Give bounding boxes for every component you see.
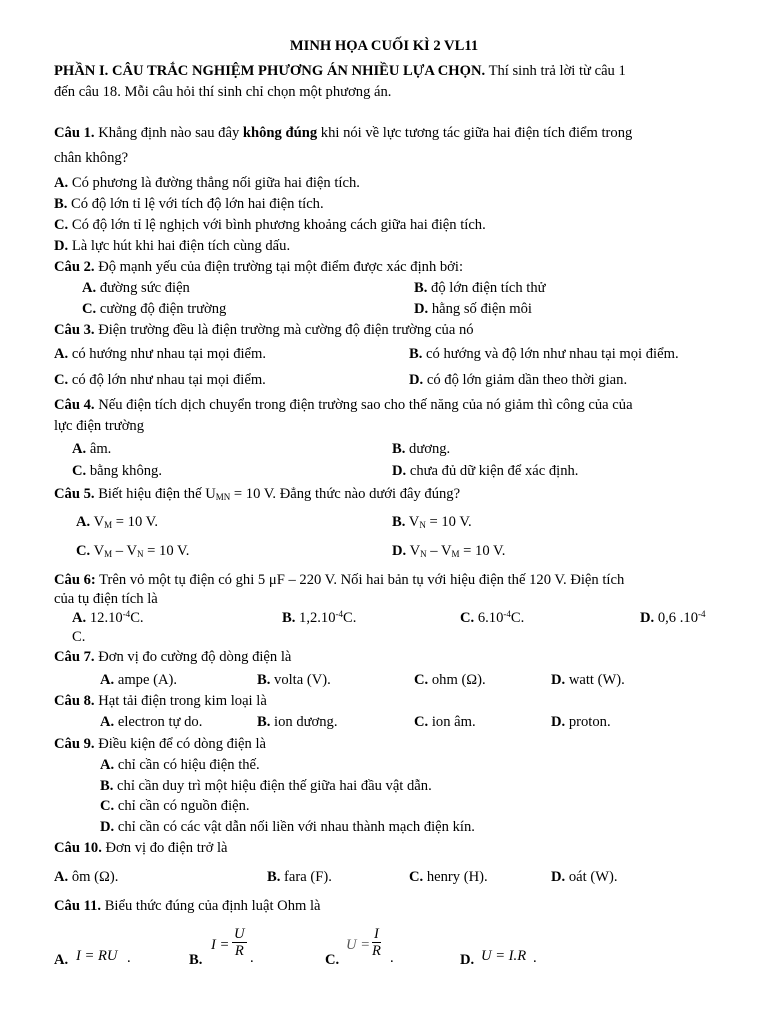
q5-option-c bbox=[76, 543, 189, 560]
letter: D. bbox=[551, 714, 566, 730]
q1-pre: Khẳng định nào sau đây bbox=[94, 125, 243, 141]
option-sub: N bbox=[420, 549, 427, 559]
option-sup: -4 bbox=[335, 609, 344, 619]
denominator: R bbox=[372, 943, 381, 959]
q5-label: Câu 5. bbox=[54, 486, 95, 502]
q3-option-a bbox=[54, 346, 266, 363]
q2-text: Độ mạnh yếu của điện trường tại một điểm được xác định bởi: bbox=[94, 259, 464, 275]
q10-option-a bbox=[54, 869, 118, 886]
q7-option-a bbox=[100, 672, 177, 689]
option-text: = 10 V. bbox=[143, 543, 190, 559]
q8-option-a bbox=[100, 714, 202, 731]
q10-text: Đơn vị đo điện trở là bbox=[101, 840, 228, 856]
q8-option-c bbox=[414, 714, 476, 731]
letter: D. bbox=[414, 301, 429, 317]
letter: C. bbox=[54, 217, 69, 233]
letter: B. bbox=[267, 869, 281, 885]
letter: B. bbox=[409, 346, 423, 362]
letter: C. bbox=[414, 714, 429, 730]
option-text: có độ lớn giảm dần theo thời gian. bbox=[423, 372, 628, 388]
option-text: = 10 V. bbox=[112, 514, 158, 530]
q3-option-b bbox=[409, 346, 679, 363]
q4-text: Nếu điện tích dịch chuyển trong điện trường sao cho thế năng của nó giảm thì công của của bbox=[94, 397, 633, 413]
q1-label: Câu 1. bbox=[54, 125, 95, 141]
option-text: chỉ cần có các vật dẫn nối liền với nhau thành mạch điện kín. bbox=[114, 819, 475, 835]
q7-option-b bbox=[257, 672, 331, 689]
letter: C. bbox=[82, 301, 97, 317]
letter: B. bbox=[257, 714, 271, 730]
q11-option-c-fraction bbox=[372, 926, 381, 959]
q5-option-b bbox=[392, 514, 472, 531]
letter: B. bbox=[282, 610, 296, 626]
q8-label: Câu 8. bbox=[54, 693, 95, 709]
letter: A. bbox=[100, 757, 115, 773]
option-text: dương. bbox=[405, 441, 451, 457]
letter: C. bbox=[414, 672, 429, 688]
letter: D. bbox=[551, 672, 566, 688]
q6-option-b bbox=[282, 610, 356, 627]
q11-dot-b: . bbox=[250, 950, 254, 966]
letter: C. bbox=[100, 798, 115, 814]
letter: D. bbox=[100, 819, 115, 835]
q11-dot-d: . bbox=[533, 950, 537, 966]
letter: B. bbox=[257, 672, 271, 688]
option-text: có hướng như nhau tại mọi điểm. bbox=[68, 346, 267, 362]
option-text: V bbox=[405, 514, 420, 530]
q11-dot-a: . bbox=[127, 950, 131, 966]
q8-option-d bbox=[551, 714, 611, 731]
option-text: Có phương là đường thẳng nối giữa hai điện tích. bbox=[71, 175, 360, 191]
q8-text: Hạt tải điện trong kim loại là bbox=[94, 693, 267, 709]
option-text: = 10 V. bbox=[459, 543, 506, 559]
option-sup: -4 bbox=[697, 609, 706, 619]
q6-text: Trên vỏ một tụ điện có ghi 5 μF – 220 V. Nối hai bản tụ với hiệu điện thế 120 V. Điện tích bbox=[95, 572, 625, 588]
q5-text2: = 10 V. Đẳng thức nào dưới đây đúng? bbox=[230, 486, 461, 502]
q3-option-c bbox=[54, 372, 266, 389]
option-sub: M bbox=[104, 520, 113, 530]
q6-stem-2: của tụ điện tích là bbox=[54, 591, 158, 607]
option-text: chỉ cần có hiệu điện thế. bbox=[114, 757, 260, 773]
q5-stem bbox=[54, 486, 460, 503]
q7-label: Câu 7. bbox=[54, 649, 95, 665]
option-text: ampe (A). bbox=[114, 672, 178, 688]
denominator: R bbox=[234, 943, 244, 959]
option-text: V bbox=[406, 543, 421, 559]
letter: B. bbox=[100, 778, 114, 794]
option-unit: C. bbox=[343, 610, 357, 626]
q4-option-a bbox=[72, 441, 111, 458]
q9-stem bbox=[54, 736, 266, 753]
q6-option-d-unit: C. bbox=[72, 629, 86, 645]
q9-option-c bbox=[100, 798, 250, 815]
option-text: ôm (Ω). bbox=[68, 869, 119, 885]
q10-option-d bbox=[551, 869, 617, 886]
part-heading: PHẦN I. CÂU TRẮC NGHIỆM PHƯƠNG ÁN NHIỀU LỰA CHỌN. bbox=[54, 63, 486, 79]
q11-option-b-lhs: I = bbox=[211, 937, 230, 953]
option-text: chưa đủ dữ kiện để xác định. bbox=[406, 463, 579, 479]
q4-option-d bbox=[392, 463, 578, 480]
q5-option-d bbox=[392, 543, 505, 560]
letter: D. bbox=[409, 372, 424, 388]
q3-option-d bbox=[409, 372, 627, 389]
option-text: 0,6 .10 bbox=[654, 610, 698, 626]
option-unit: C. bbox=[510, 610, 525, 626]
letter: D. bbox=[392, 543, 407, 559]
letter: A. bbox=[72, 610, 87, 626]
option-text: – V bbox=[112, 543, 138, 559]
option-text: Có độ lớn tỉ lệ với tích độ lớn hai điện tích. bbox=[71, 196, 324, 212]
q11-option-c-letter: C. bbox=[325, 952, 340, 968]
option-text: 1,2.10 bbox=[295, 610, 336, 626]
letter: A. bbox=[54, 346, 69, 362]
q5-sub: MN bbox=[215, 492, 231, 502]
q5-text: Biết hiệu điện thế U bbox=[94, 486, 216, 502]
q4-option-c bbox=[72, 463, 162, 480]
q11-option-a-letter: A. bbox=[54, 952, 69, 968]
option-text: độ lớn điện tích thử bbox=[427, 280, 546, 296]
letter: D. bbox=[54, 238, 69, 254]
letter: C. bbox=[54, 372, 69, 388]
q9-option-b bbox=[100, 778, 432, 795]
q10-stem bbox=[54, 840, 228, 857]
q9-option-d bbox=[100, 819, 475, 836]
q9-text: Điều kiện để có dòng điện là bbox=[94, 736, 266, 752]
q2-stem bbox=[54, 259, 463, 276]
q4-stem bbox=[54, 397, 633, 414]
option-text: hằng số điện môi bbox=[428, 301, 532, 317]
option-unit: C. bbox=[130, 610, 144, 626]
option-sub: N bbox=[137, 549, 144, 559]
q6-option-c bbox=[460, 610, 524, 627]
letter: C. bbox=[460, 610, 475, 626]
q11-option-b-letter: B. bbox=[189, 952, 203, 968]
option-text: electron tự do. bbox=[114, 714, 203, 730]
option-text: V bbox=[90, 514, 105, 530]
q6-option-a bbox=[72, 610, 144, 627]
letter: B. bbox=[414, 280, 428, 296]
letter: D. bbox=[392, 463, 407, 479]
q1-stem-2: chân không? bbox=[54, 150, 129, 166]
q11-option-d-formula: U = I.R bbox=[481, 948, 527, 964]
q11-label: Câu 11. bbox=[54, 898, 102, 914]
letter: A. bbox=[82, 280, 97, 296]
letter: D. bbox=[640, 610, 655, 626]
numerator: I bbox=[372, 926, 381, 943]
q1-option-b bbox=[54, 196, 324, 213]
q7-option-d bbox=[551, 672, 625, 689]
q6-stem bbox=[54, 572, 624, 589]
option-text: oát (W). bbox=[565, 869, 618, 885]
q11-option-d-letter: D. bbox=[460, 952, 475, 968]
q2-label: Câu 2. bbox=[54, 259, 95, 275]
option-text: ion âm. bbox=[428, 714, 476, 730]
letter: B. bbox=[392, 441, 406, 457]
q10-option-b bbox=[267, 869, 332, 886]
q7-option-c bbox=[414, 672, 486, 689]
q2-option-a bbox=[82, 280, 190, 297]
letter: A. bbox=[100, 714, 115, 730]
option-text: henry (H). bbox=[423, 869, 488, 885]
option-text: – V bbox=[426, 543, 452, 559]
q1-stem bbox=[54, 125, 632, 142]
q3-stem bbox=[54, 322, 474, 339]
q6-option-d bbox=[640, 610, 705, 627]
option-text: = 10 V. bbox=[425, 514, 472, 530]
option-text: bằng không. bbox=[86, 463, 163, 479]
option-text: đường sức điện bbox=[96, 280, 190, 296]
numerator: U bbox=[234, 926, 245, 942]
q8-stem bbox=[54, 693, 267, 710]
option-text: âm. bbox=[86, 441, 112, 457]
q10-label: Câu 10. bbox=[54, 840, 102, 856]
q11-option-a-formula: I = RU bbox=[76, 948, 118, 964]
q3-label: Câu 3. bbox=[54, 322, 95, 338]
option-text: 6.10 bbox=[474, 610, 504, 626]
q5-option-a bbox=[76, 514, 158, 531]
letter: C. bbox=[76, 543, 91, 559]
exam-title: MINH HỌA CUỐI KÌ 2 VL11 bbox=[289, 38, 479, 54]
option-sub: M bbox=[451, 549, 460, 559]
option-sup: -4 bbox=[122, 609, 131, 619]
option-text: watt (W). bbox=[565, 672, 625, 688]
q2-option-b bbox=[414, 280, 546, 297]
letter: B. bbox=[392, 514, 406, 530]
q4-stem-2: lực điện trường bbox=[54, 418, 144, 434]
q3-text: Điện trường đều là điện trường mà cường độ điện trường của nó bbox=[94, 322, 474, 338]
letter: A. bbox=[76, 514, 91, 530]
q1-post: khi nói về lực tương tác giữa hai điện tích điểm trong bbox=[317, 125, 633, 141]
option-text: Là lực hút khi hai điện tích cùng dấu. bbox=[71, 238, 291, 254]
q7-text: Đơn vị đo cường độ dòng điện là bbox=[94, 649, 292, 665]
option-text: fara (F). bbox=[280, 869, 332, 885]
q11-option-c-lhs: U = bbox=[346, 937, 371, 953]
option-text: Có độ lớn tỉ lệ nghịch với bình phương khoảng cách giữa hai điện tích. bbox=[71, 217, 486, 233]
option-text: V bbox=[90, 543, 105, 559]
option-sup: -4 bbox=[503, 609, 511, 619]
letter: A. bbox=[54, 175, 69, 191]
q9-option-a bbox=[100, 757, 260, 774]
q1-emph: không đúng bbox=[242, 125, 318, 141]
q10-option-c bbox=[409, 869, 488, 886]
option-text: 12.10 bbox=[86, 610, 123, 626]
option-text: cường độ điện trường bbox=[96, 301, 227, 317]
q11-dot-c: . bbox=[390, 950, 394, 966]
q2-option-d bbox=[414, 301, 532, 318]
option-text: ohm (Ω). bbox=[428, 672, 486, 688]
letter: C. bbox=[72, 463, 87, 479]
q11-option-b-fraction bbox=[232, 926, 247, 959]
letter: A. bbox=[100, 672, 115, 688]
q4-option-b bbox=[392, 441, 450, 458]
option-text: chỉ cần có nguồn điện. bbox=[114, 798, 250, 814]
letter: A. bbox=[72, 441, 87, 457]
option-sub: N bbox=[419, 520, 426, 530]
q1-option-d bbox=[54, 238, 290, 255]
q11-text: Biểu thức đúng của định luật Ohm là bbox=[101, 898, 321, 914]
q7-stem bbox=[54, 649, 291, 666]
option-text: có độ lớn như nhau tại mọi điểm. bbox=[68, 372, 266, 388]
part-intro-2: đến câu 18. Mỗi câu hỏi thí sinh chỉ chọn một phương án. bbox=[54, 84, 392, 100]
letter: D. bbox=[551, 869, 566, 885]
option-text: ion dương. bbox=[270, 714, 338, 730]
q2-option-c bbox=[82, 301, 226, 318]
option-text: volta (V). bbox=[270, 672, 331, 688]
option-text: có hướng và độ lớn như nhau tại mọi điểm. bbox=[422, 346, 679, 362]
q4-label: Câu 4. bbox=[54, 397, 95, 413]
q6-label: Câu 6: bbox=[54, 572, 96, 588]
option-text: proton. bbox=[565, 714, 611, 730]
q11-stem bbox=[54, 898, 321, 915]
q1-option-a bbox=[54, 175, 360, 192]
letter: A. bbox=[54, 869, 69, 885]
letter: C. bbox=[409, 869, 424, 885]
option-text: chỉ cần duy trì một hiệu điện thế giữa hai đầu vật dẫn. bbox=[113, 778, 432, 794]
q8-option-b bbox=[257, 714, 338, 731]
q1-option-c bbox=[54, 217, 486, 234]
part-intro-1: Thí sinh trả lời từ câu 1 bbox=[485, 63, 626, 79]
q9-label: Câu 9. bbox=[54, 736, 95, 752]
option-sub: M bbox=[104, 549, 113, 559]
letter: B. bbox=[54, 196, 68, 212]
part-heading-line bbox=[54, 63, 626, 80]
